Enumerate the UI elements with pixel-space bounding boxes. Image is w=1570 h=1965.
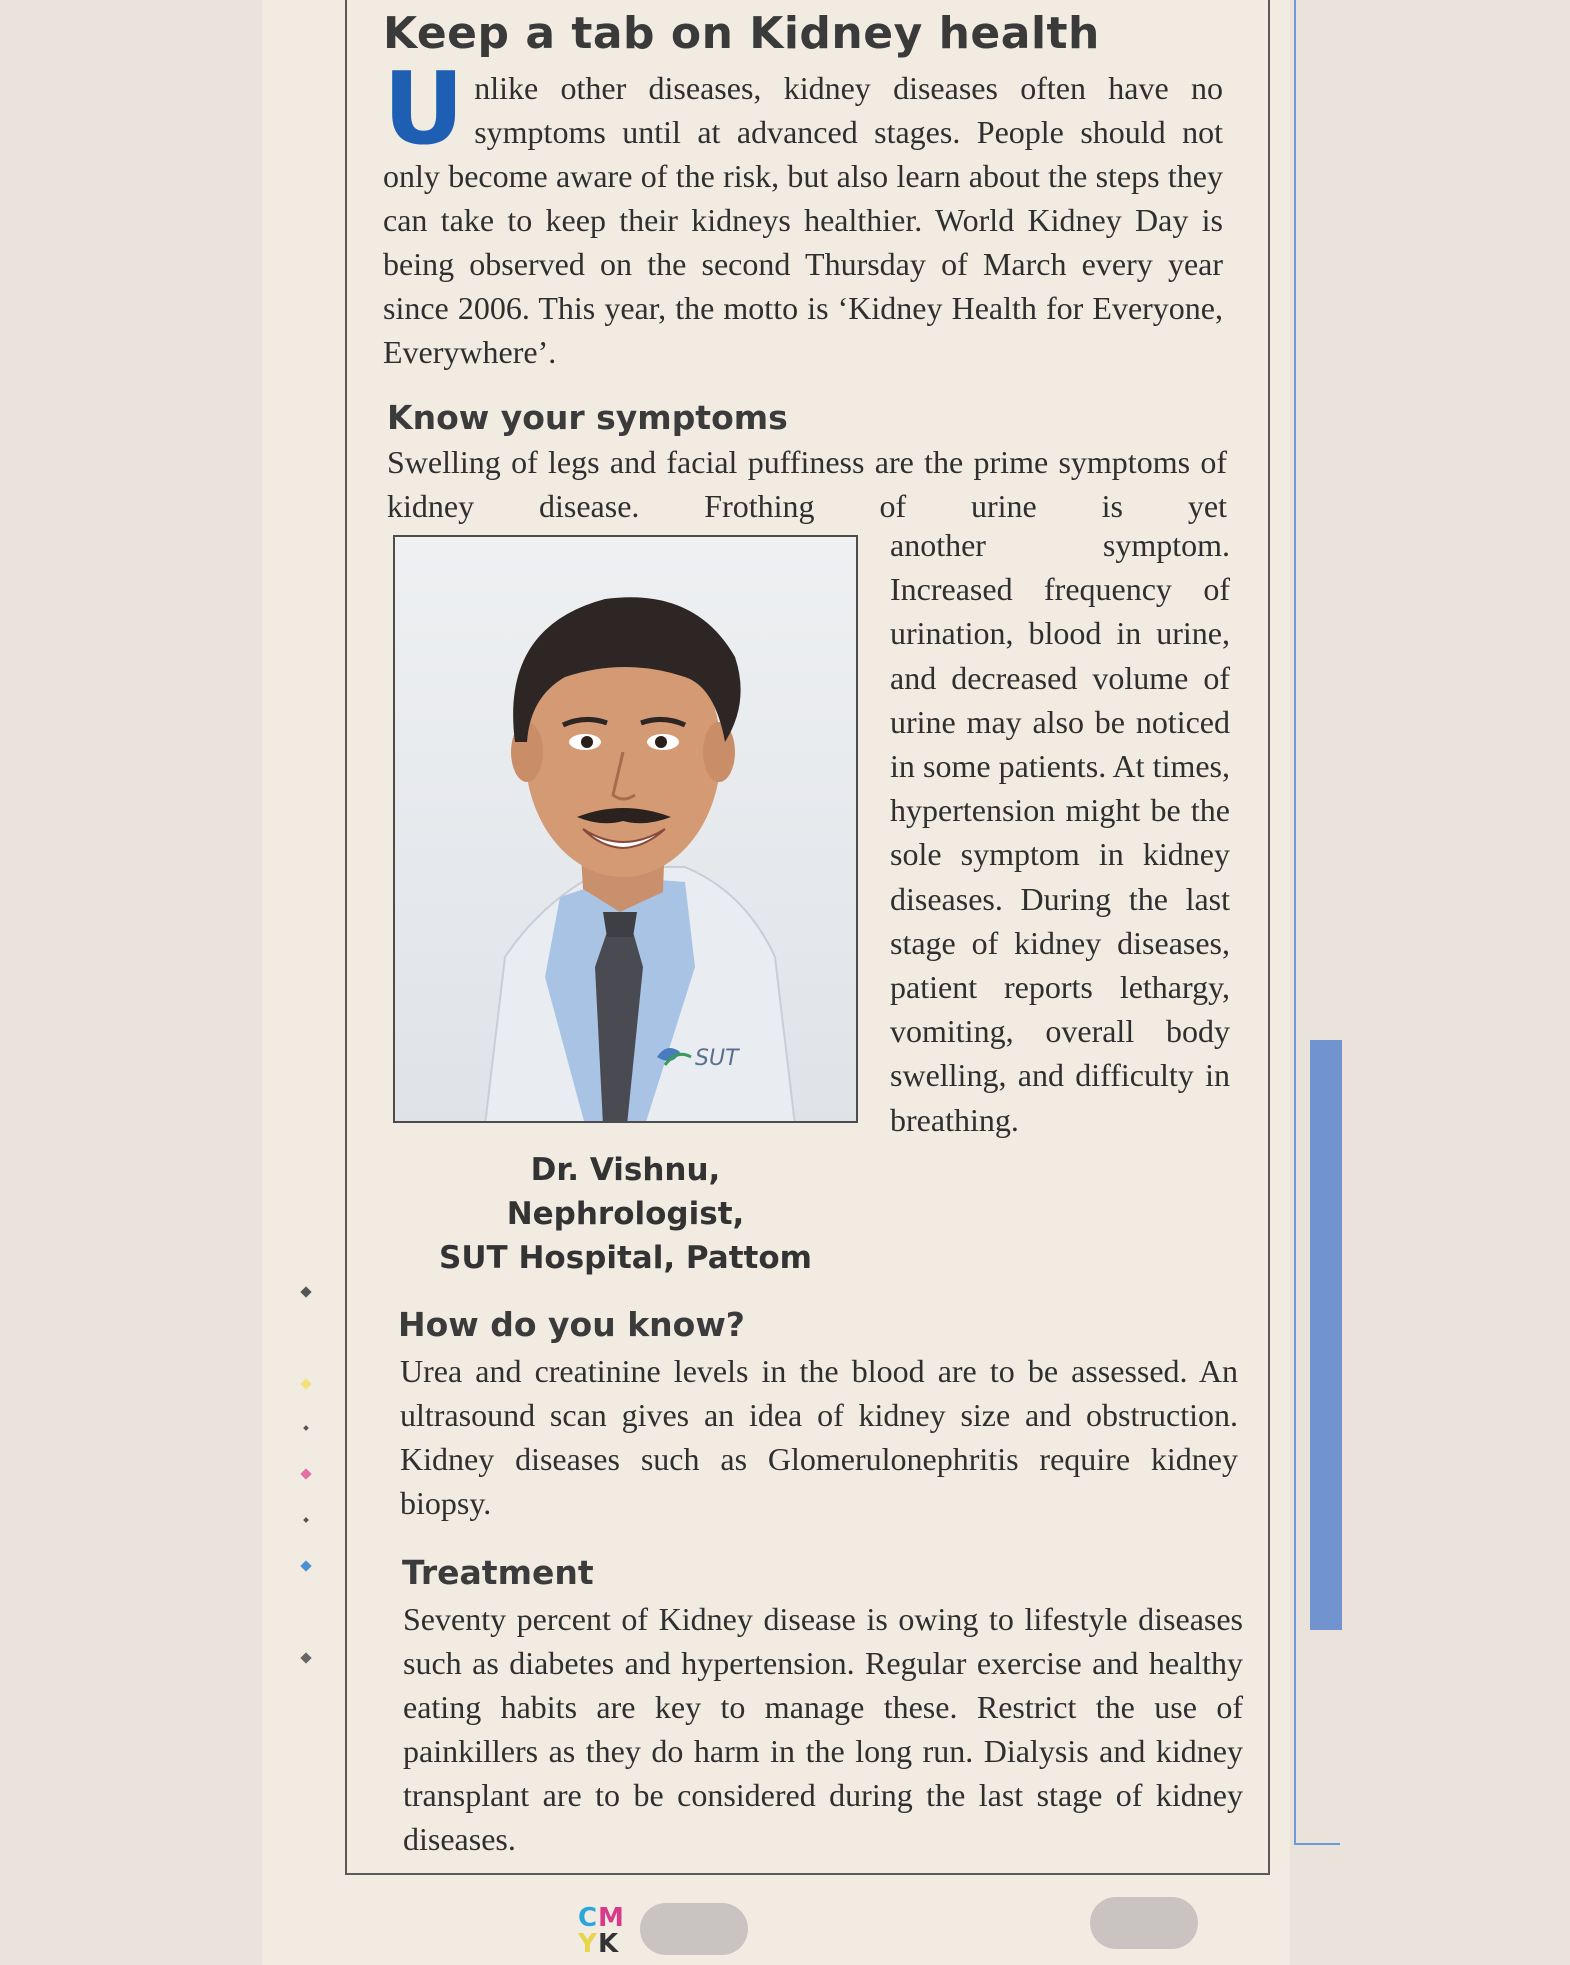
cmyk-k: K: [598, 1929, 619, 1959]
section-heading-how-do-you-know: How do you know?: [398, 1305, 745, 1344]
article-headline: Keep a tab on Kidney health: [383, 8, 1100, 59]
caption-hospital: SUT Hospital, Pattom: [439, 1240, 812, 1276]
cmyk-y: Y: [578, 1929, 597, 1959]
adjacent-column-bleed: [1290, 0, 1342, 1965]
grey-swatch: [1090, 1897, 1198, 1949]
section-heading-treatment: Treatment: [402, 1553, 594, 1592]
intro-text: nlike other diseases, kidney diseases often have no symptoms until at advanced stages. People should not only become aware of the risk, but also learn about the steps they can take to keep their kidneys healthier. World Kidney Day is being observed on the second Thursday of March every year since 2006. This year, the motto is ‘Kidney Health for Everyone, Everywhere’.: [383, 70, 1223, 370]
cmyk-c: C: [578, 1903, 598, 1933]
adjacent-blue-rule-bottom: [1294, 1843, 1340, 1845]
cmyk-m: M: [598, 1903, 624, 1933]
intro-paragraph: [383, 50, 1223, 374]
symptoms-text-full: Swelling of legs and facial puffiness are the prime symptoms of kidney disease. Frothing of urine is yet: [387, 444, 1227, 524]
cmyk-mark: [578, 1904, 630, 1960]
doctor-portrait-image: [395, 537, 858, 1123]
grey-swatch: [640, 1903, 748, 1955]
photo-logo-text: SUT: [695, 1046, 739, 1071]
doctor-photo: [393, 535, 858, 1123]
adjacent-blue-rule: [1294, 0, 1296, 1845]
section-heading-symptoms: Know your symptoms: [387, 398, 788, 437]
drop-cap: U: [383, 50, 465, 167]
adjacent-blue-block: [1310, 1040, 1342, 1630]
caption-name: Dr. Vishnu,: [530, 1152, 721, 1188]
caption-title: Nephrologist,: [506, 1196, 745, 1232]
treatment-text: Seventy percent of Kidney disease is owing to lifestyle diseases such as diabetes and hypertension. Regular exercise and healthy eating habits are key to manage these. Restrict the use of painkillers as they do harm in the long run. Dialysis and kidney transplant are to be considered during the last stage of kidney diseases.: [403, 1601, 1243, 1857]
how-do-you-know-text: Urea and creatinine levels in the blood are to be assessed. An ultrasound scan gives an idea of kidney size and obstruction. Kidney diseases such as Glomerulonephritis require kidney biopsy.: [400, 1353, 1238, 1521]
photo-caption: [393, 1148, 858, 1280]
symptoms-text-column: another symptom. Increased frequency of urination, blood in urine, and decreased volume of urine may also be noticed in some patients. At times, hypertension might be the sole symptom in kidney diseases. During the last stage of kidney diseases, patient reports lethargy, vomiting, overall body swelling, and difficulty in breathing.: [890, 527, 1230, 1138]
